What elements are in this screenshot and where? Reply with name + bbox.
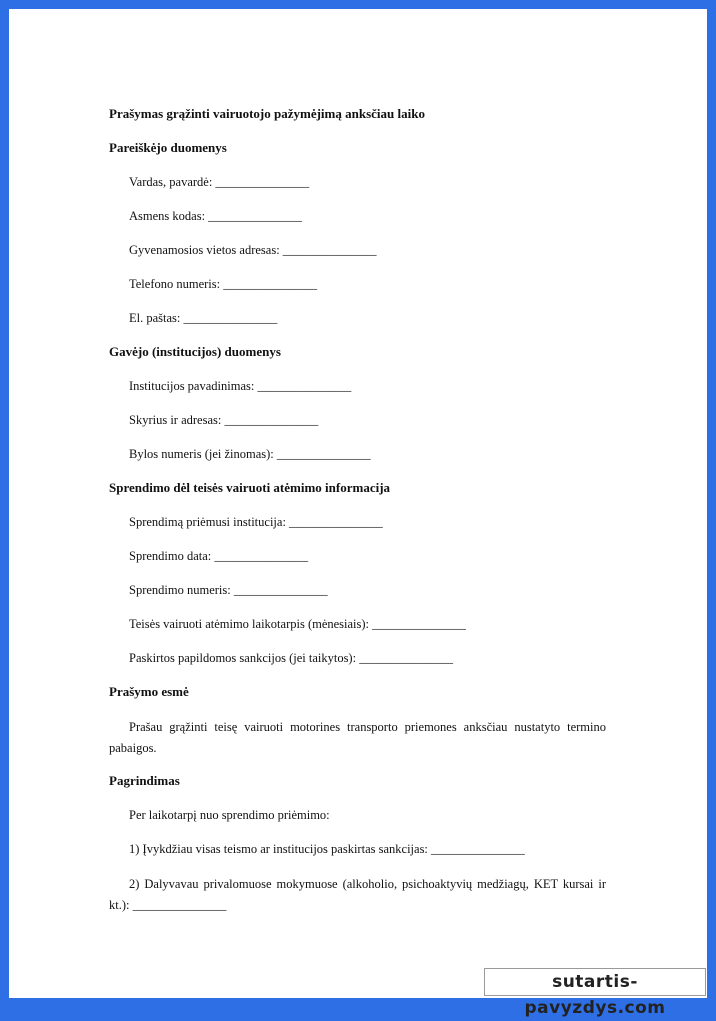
section-heading-applicant: Pareiškėjo duomenys [109, 140, 227, 155]
blank-line: _______________ [372, 617, 466, 631]
field-phone [109, 275, 606, 309]
blank-line: _______________ [214, 549, 309, 563]
field-decision-number [109, 581, 606, 615]
field-email [109, 309, 606, 343]
blank-line: _______________ [289, 515, 383, 529]
field-deprivation-period [109, 615, 606, 649]
blank-line: _______________ [183, 311, 278, 325]
blank-line: _______________ [132, 898, 227, 912]
field-label: Bylos numeris (jei žinomas): [129, 447, 274, 461]
blank-line: _______________ [233, 583, 328, 597]
field-label: Sprendimą priėmusi institucija: [129, 515, 286, 529]
field-personal-code [109, 207, 606, 241]
blank-line: _______________ [431, 842, 525, 856]
field-label: Asmens kodas: [129, 209, 206, 223]
field-name [109, 173, 606, 207]
field-label: Sprendimo numeris: [129, 583, 231, 597]
field-label: Skyrius ir adresas: [129, 413, 222, 427]
section-heading-grounds: Pagrindimas [109, 773, 180, 788]
field-label: Telefono numeris: [129, 277, 221, 291]
field-case-number [109, 445, 606, 479]
field-label: Sprendimo data: [129, 549, 212, 563]
blank-line: _______________ [223, 277, 317, 291]
blank-line: _______________ [215, 175, 310, 189]
field-department-address [109, 411, 606, 445]
section-heading-essence: Prašymo esmė [109, 684, 189, 699]
field-additional-sanctions [109, 649, 606, 683]
field-address [109, 241, 606, 275]
grounds-intro: Per laikotarpį nuo sprendimo priėmimo: [129, 808, 330, 822]
field-label: Gyvenamosios vietos adresas: [129, 243, 280, 257]
essence-paragraph: Prašau grąžinti teisę vairuoti motorines transporto priemones anksčiau nustatyto termino pabaigos. [109, 720, 606, 755]
document-page [9, 9, 707, 1018]
blank-line: _______________ [208, 209, 302, 223]
blank-line: _______________ [224, 413, 319, 427]
section-heading-recipient: Gavėjo (institucijos) duomenys [109, 344, 281, 359]
field-label: Teisės vairuoti atėmimo laikotarpis (mėnesiais): [129, 617, 370, 631]
field-label: El. paštas: [129, 311, 181, 325]
field-label: Paskirtos papildomos sankcijos (jei taikytos): [129, 651, 357, 665]
grounds-item-2 [109, 874, 606, 916]
field-label: 2) Dalyvavau privalomuose mokymuose (alkoholio, psichoaktyvių medžiagų, KET kursai ir kt.): [109, 877, 606, 912]
document-content [109, 105, 606, 929]
site-watermark: sutartis-pavyzdys.com [484, 968, 706, 996]
field-label: Vardas, pavardė: [129, 175, 213, 189]
field-label: Institucijos pavadinimas: [129, 379, 255, 393]
section-heading-decision: Sprendimo dėl teisės vairuoti atėmimo informacija [109, 480, 391, 495]
blank-line: _______________ [282, 243, 377, 257]
field-decision-date [109, 547, 606, 581]
document-title: Prašymas grąžinti vairuotojo pažymėjimą anksčiau laiko [109, 106, 425, 121]
field-decision-institution [109, 513, 606, 547]
grounds-item-1 [109, 840, 606, 874]
blank-line: _______________ [276, 447, 371, 461]
blank-line: _______________ [257, 379, 352, 393]
field-label: 1) Įvykdžiau visas teismo ar institucijos paskirtas sankcijas: [129, 842, 428, 856]
field-institution-name [109, 377, 606, 411]
blank-line: _______________ [359, 651, 453, 665]
